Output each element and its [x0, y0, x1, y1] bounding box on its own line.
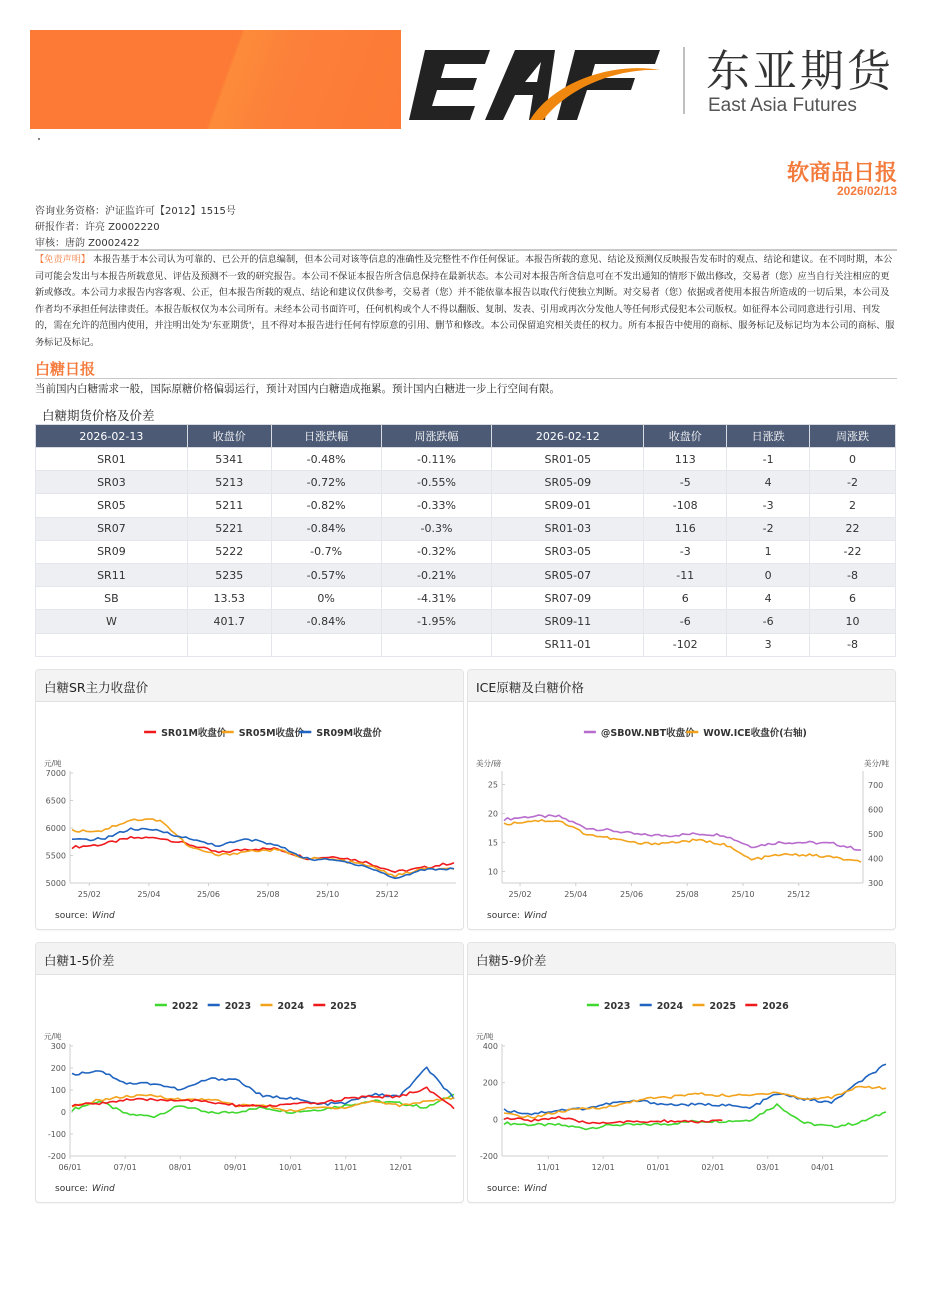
table-cell: -4.31% — [381, 587, 492, 610]
chart-panel-sr-main — [35, 669, 464, 930]
svg-text:元/吨: 元/吨 — [476, 1032, 494, 1041]
svg-text:2023: 2023 — [603, 1001, 631, 1012]
svg-text:12/01: 12/01 — [591, 1163, 615, 1172]
disclaimer-text: 本报告基于本公司认为可靠的、已公开的信息编制，但本公司对该等信息的准确性及完整性不作任何保证。本报告所载的意见、结论及预测仅反映报告发布时的观点、结论和建议。在不同时期，本公司可能会发出与本报告所载意见、评估及预测不一致的研究报告。本公司不保证本报告所含信息保持在最新状态。本公司对本报告所含信息可在不发出通知的情形下做出修改，交易者（您）应当自行关注相应的更新或修改。本公司力求报告内容客观、公正，但本报告所载的观点、结论和建议仅供参考，交易者（您）并不能依靠本报告以取代行使独立判断。对交易者（您）依据或者使用本报告所造成的一切后果，本公司及作者均不承担任何法律责任。本报告版权仅为本公司所有。未经本公司书面许可，任何机构或个人不得以翻版、复制、发表、引用或再次分发他人等任何形式侵犯本公司版权。如征得本公司同意进行引用、刊发的，需在允许的范围内使用，并注明出处为'东亚期货'，且不得对本报告进行任何有悖原意的引用、删节和修改。本公司保留追究相关责任的权力。所有本报告中使用的商标、服务标记及标记均为本公司的商标、服务标记及标记。 — [35, 254, 895, 348]
svg-text:25/02: 25/02 — [508, 890, 532, 899]
spread-1-5-chart — [36, 976, 464, 1203]
table-cell: 6 — [810, 587, 896, 610]
col-header: 周涨跌幅 — [381, 425, 492, 448]
svg-text:0: 0 — [60, 1108, 66, 1117]
svg-text:SR05M收盘价: SR05M收盘价 — [238, 728, 305, 739]
table-cell: 5341 — [187, 448, 271, 471]
svg-text:25/02: 25/02 — [77, 890, 101, 899]
svg-text:-200: -200 — [47, 1152, 66, 1161]
chart-title: 白糖SR主力收盘价 — [36, 670, 463, 702]
section-title: 白糖日报 — [35, 360, 96, 378]
table-cell: 0 — [810, 448, 896, 471]
table-cell: -0.7% — [271, 540, 381, 563]
svg-text:25/06: 25/06 — [619, 890, 644, 899]
table-cell: SR01-05 — [492, 448, 644, 471]
svg-text:6500: 6500 — [45, 796, 66, 806]
table-cell: 13.53 — [187, 587, 271, 610]
svg-text:6000: 6000 — [45, 824, 66, 833]
svg-text:10/01: 10/01 — [279, 1163, 303, 1172]
svg-text:25/04: 25/04 — [564, 890, 588, 899]
svg-text:400: 400 — [868, 854, 884, 864]
table-cell: -0.3% — [381, 517, 492, 540]
col-header: 2026-02-12 — [492, 425, 644, 448]
chart-source: source: Wind — [55, 911, 115, 921]
svg-text:-100: -100 — [47, 1130, 66, 1139]
table-cell: -0.57% — [271, 563, 381, 586]
table-cell: -102 — [644, 633, 727, 656]
author-line: 研报作者：许亮 Z0002220 — [35, 222, 160, 233]
svg-text:5000: 5000 — [45, 879, 66, 888]
svg-text:25/10: 25/10 — [731, 890, 755, 899]
table-row — [36, 540, 896, 563]
svg-text:2026: 2026 — [762, 1001, 789, 1012]
table-cell: 4 — [727, 587, 810, 610]
banner-dot — [38, 138, 40, 140]
svg-text:美分/磅: 美分/磅 — [476, 759, 502, 768]
svg-text:06/01: 06/01 — [58, 1163, 82, 1172]
table-cell: 5213 — [187, 471, 271, 494]
svg-text:25/10: 25/10 — [316, 890, 340, 899]
svg-text:-200: -200 — [479, 1152, 498, 1161]
table-cell: 4 — [727, 471, 810, 494]
table-row — [36, 517, 896, 540]
header-banner — [30, 30, 401, 129]
col-header: 收盘价 — [187, 425, 271, 448]
svg-text:0: 0 — [492, 1115, 498, 1125]
col-header: 周涨跌 — [810, 425, 896, 448]
report-date: 2026/02/13 — [836, 184, 897, 198]
svg-text:200: 200 — [50, 1064, 66, 1073]
series-line — [504, 1064, 886, 1114]
table-row — [36, 494, 896, 517]
table-cell: SR01 — [36, 448, 188, 471]
table-row — [36, 610, 896, 633]
table-cell: -0.33% — [381, 494, 492, 517]
svg-text:SR09M收盘价: SR09M收盘价 — [316, 728, 382, 739]
table-cell: 0% — [271, 587, 381, 610]
table-cell: SR11-01 — [492, 633, 644, 656]
table-cell: -2 — [810, 471, 896, 494]
chart-panel-spread-5-9 — [467, 942, 896, 1203]
table-cell: -0.72% — [271, 471, 381, 494]
svg-text:2025: 2025 — [709, 1001, 736, 1012]
svg-text:25: 25 — [487, 780, 498, 790]
table-cell: 3 — [727, 633, 810, 656]
chart-source: source: Wind — [55, 1184, 115, 1194]
svg-text:@SB0W.NBT收盘价: @SB0W.NBT收盘价 — [600, 728, 695, 739]
table-cell: SR09 — [36, 540, 188, 563]
table-cell: -3 — [727, 494, 810, 517]
table-row — [36, 633, 896, 656]
svg-text:04/01: 04/01 — [811, 1163, 835, 1172]
svg-text:2023: 2023 — [224, 1001, 252, 1012]
svg-text:08/01: 08/01 — [168, 1163, 192, 1172]
table-cell: -0.84% — [271, 517, 381, 540]
svg-text:25/04: 25/04 — [137, 890, 161, 899]
table-cell: 5235 — [187, 563, 271, 586]
svg-text:2024: 2024 — [277, 1001, 304, 1012]
table-cell: -0.11% — [381, 448, 492, 471]
company-name-cn: 东亚期货 — [706, 46, 894, 97]
series-line — [504, 1104, 886, 1130]
table-cell: SR03-05 — [492, 540, 644, 563]
table-cell: -0.32% — [381, 540, 492, 563]
table-cell: -0.55% — [381, 471, 492, 494]
svg-text:美分/吨: 美分/吨 — [863, 759, 889, 768]
svg-text:200: 200 — [482, 1078, 498, 1088]
table-cell: -11 — [644, 563, 727, 586]
table-row — [36, 563, 896, 586]
svg-text:W0W.ICE收盘价(右轴): W0W.ICE收盘价(右轴) — [703, 728, 807, 739]
svg-text:20: 20 — [487, 809, 498, 819]
svg-text:09/01: 09/01 — [223, 1163, 247, 1172]
disclaimer — [35, 252, 897, 351]
table-caption: 白糖期货价格及价差 — [42, 408, 155, 423]
table-cell: SR03 — [36, 471, 188, 494]
table-cell: SR01-03 — [492, 517, 644, 540]
svg-text:25/12: 25/12 — [375, 890, 399, 899]
table-row — [36, 448, 896, 471]
company-name-en: East Asia Futures — [708, 95, 857, 116]
table-row — [36, 471, 896, 494]
svg-text:元/吨: 元/吨 — [44, 1032, 62, 1041]
table-cell: 2 — [810, 494, 896, 517]
table-cell — [36, 633, 188, 656]
table-cell: -0.21% — [381, 563, 492, 586]
table-cell: SR09-01 — [492, 494, 644, 517]
chart-title: 白糖5-9价差 — [468, 943, 895, 975]
table-cell — [381, 633, 492, 656]
svg-text:25/08: 25/08 — [675, 890, 699, 899]
table-row — [36, 587, 896, 610]
svg-text:100: 100 — [50, 1086, 66, 1095]
sr-main-close-chart — [36, 703, 464, 930]
svg-text:03/01: 03/01 — [756, 1163, 780, 1172]
table-cell: SB — [36, 587, 188, 610]
table-cell: -8 — [810, 633, 896, 656]
table-cell: 116 — [644, 517, 727, 540]
section-summary: 当前国内白糖需求一般，国际原糖价格偏弱运行，预计对国内白糖造成拖累。预计国内白糖进一步上行空间有限。 — [35, 383, 560, 395]
table-cell: 6 — [644, 587, 727, 610]
svg-text:400: 400 — [482, 1042, 498, 1051]
svg-text:600: 600 — [868, 805, 884, 815]
table-cell: SR09-11 — [492, 610, 644, 633]
svg-text:12/01: 12/01 — [389, 1163, 413, 1172]
table-cell: -2 — [727, 517, 810, 540]
table-cell: 1 — [727, 540, 810, 563]
table-cell: 5211 — [187, 494, 271, 517]
table-cell: -3 — [644, 540, 727, 563]
chart-source: source: Wind — [487, 1184, 547, 1194]
svg-text:25/12: 25/12 — [787, 890, 811, 899]
svg-text:25/06: 25/06 — [196, 890, 221, 899]
svg-text:300: 300 — [50, 1042, 66, 1051]
svg-text:500: 500 — [868, 830, 884, 840]
svg-text:7000: 7000 — [45, 769, 66, 778]
table-cell: -0.82% — [271, 494, 381, 517]
svg-text:15: 15 — [487, 838, 498, 848]
table-cell: SR05-09 — [492, 471, 644, 494]
table-cell: -0.48% — [271, 448, 381, 471]
table-cell: 401.7 — [187, 610, 271, 633]
qualification-line: 咨询业务资格：沪证监许可【2012】1515号 — [35, 206, 236, 217]
disclaimer-tag: 【免责声明】 — [35, 254, 91, 265]
chart-title: ICE原糖及白糖价格 — [468, 670, 895, 702]
table-cell: -6 — [644, 610, 727, 633]
table-cell: -0.84% — [271, 610, 381, 633]
svg-text:2024: 2024 — [656, 1001, 684, 1012]
table-cell: 0 — [727, 563, 810, 586]
svg-text:300: 300 — [868, 879, 884, 888]
table-cell: 5222 — [187, 540, 271, 563]
table-cell: 22 — [810, 517, 896, 540]
chart-panel-spread-1-5 — [35, 942, 464, 1203]
svg-text:11/01: 11/01 — [334, 1163, 358, 1172]
table-cell: -1.95% — [381, 610, 492, 633]
svg-text:25/08: 25/08 — [256, 890, 280, 899]
spread-5-9-chart — [468, 976, 896, 1203]
col-header: 日涨跌 — [727, 425, 810, 448]
table-cell: -6 — [727, 610, 810, 633]
section-divider — [35, 378, 897, 379]
chart-panel-ice — [467, 669, 896, 930]
table-cell: 5221 — [187, 517, 271, 540]
reviewer-line: 审核：唐韵 Z0002422 — [35, 238, 140, 249]
col-header: 日涨跌幅 — [271, 425, 381, 448]
table-cell: 10 — [810, 610, 896, 633]
svg-text:元/吨: 元/吨 — [44, 759, 62, 768]
table-cell: -1 — [727, 448, 810, 471]
table-cell — [187, 633, 271, 656]
col-header: 2026-02-13 — [36, 425, 188, 448]
table-cell: SR07-09 — [492, 587, 644, 610]
table-cell: 113 — [644, 448, 727, 471]
svg-text:2025: 2025 — [330, 1001, 357, 1012]
report-title: 软商品日报 — [786, 160, 897, 185]
table-cell: SR05 — [36, 494, 188, 517]
svg-text:700: 700 — [868, 781, 884, 791]
svg-text:02/01: 02/01 — [701, 1163, 725, 1172]
svg-text:07/01: 07/01 — [113, 1163, 137, 1172]
svg-text:11/01: 11/01 — [536, 1163, 560, 1172]
col-header: 收盘价 — [644, 425, 727, 448]
table-cell: -22 — [810, 540, 896, 563]
table-cell: SR11 — [36, 563, 188, 586]
svg-text:SR01M收盘价: SR01M收盘价 — [161, 728, 227, 739]
chart-source: source: Wind — [487, 911, 547, 921]
table-cell: W — [36, 610, 188, 633]
price-spread-table — [35, 424, 896, 657]
table-cell: SR05-07 — [492, 563, 644, 586]
chart-title: 白糖1-5价差 — [36, 943, 463, 975]
svg-text:10: 10 — [487, 867, 498, 877]
svg-text:2022: 2022 — [171, 1001, 199, 1012]
table-cell: SR07 — [36, 517, 188, 540]
table-cell: -5 — [644, 471, 727, 494]
table-cell: -8 — [810, 563, 896, 586]
disclaimer-divider — [35, 249, 897, 251]
logo-separator — [683, 47, 685, 114]
svg-text:5500: 5500 — [45, 851, 66, 861]
table-header-row — [36, 425, 896, 448]
svg-text:01/01: 01/01 — [646, 1163, 670, 1172]
ice-sugar-chart — [468, 703, 896, 930]
table-cell: -108 — [644, 494, 727, 517]
table-cell — [271, 633, 381, 656]
series-line — [504, 820, 861, 862]
